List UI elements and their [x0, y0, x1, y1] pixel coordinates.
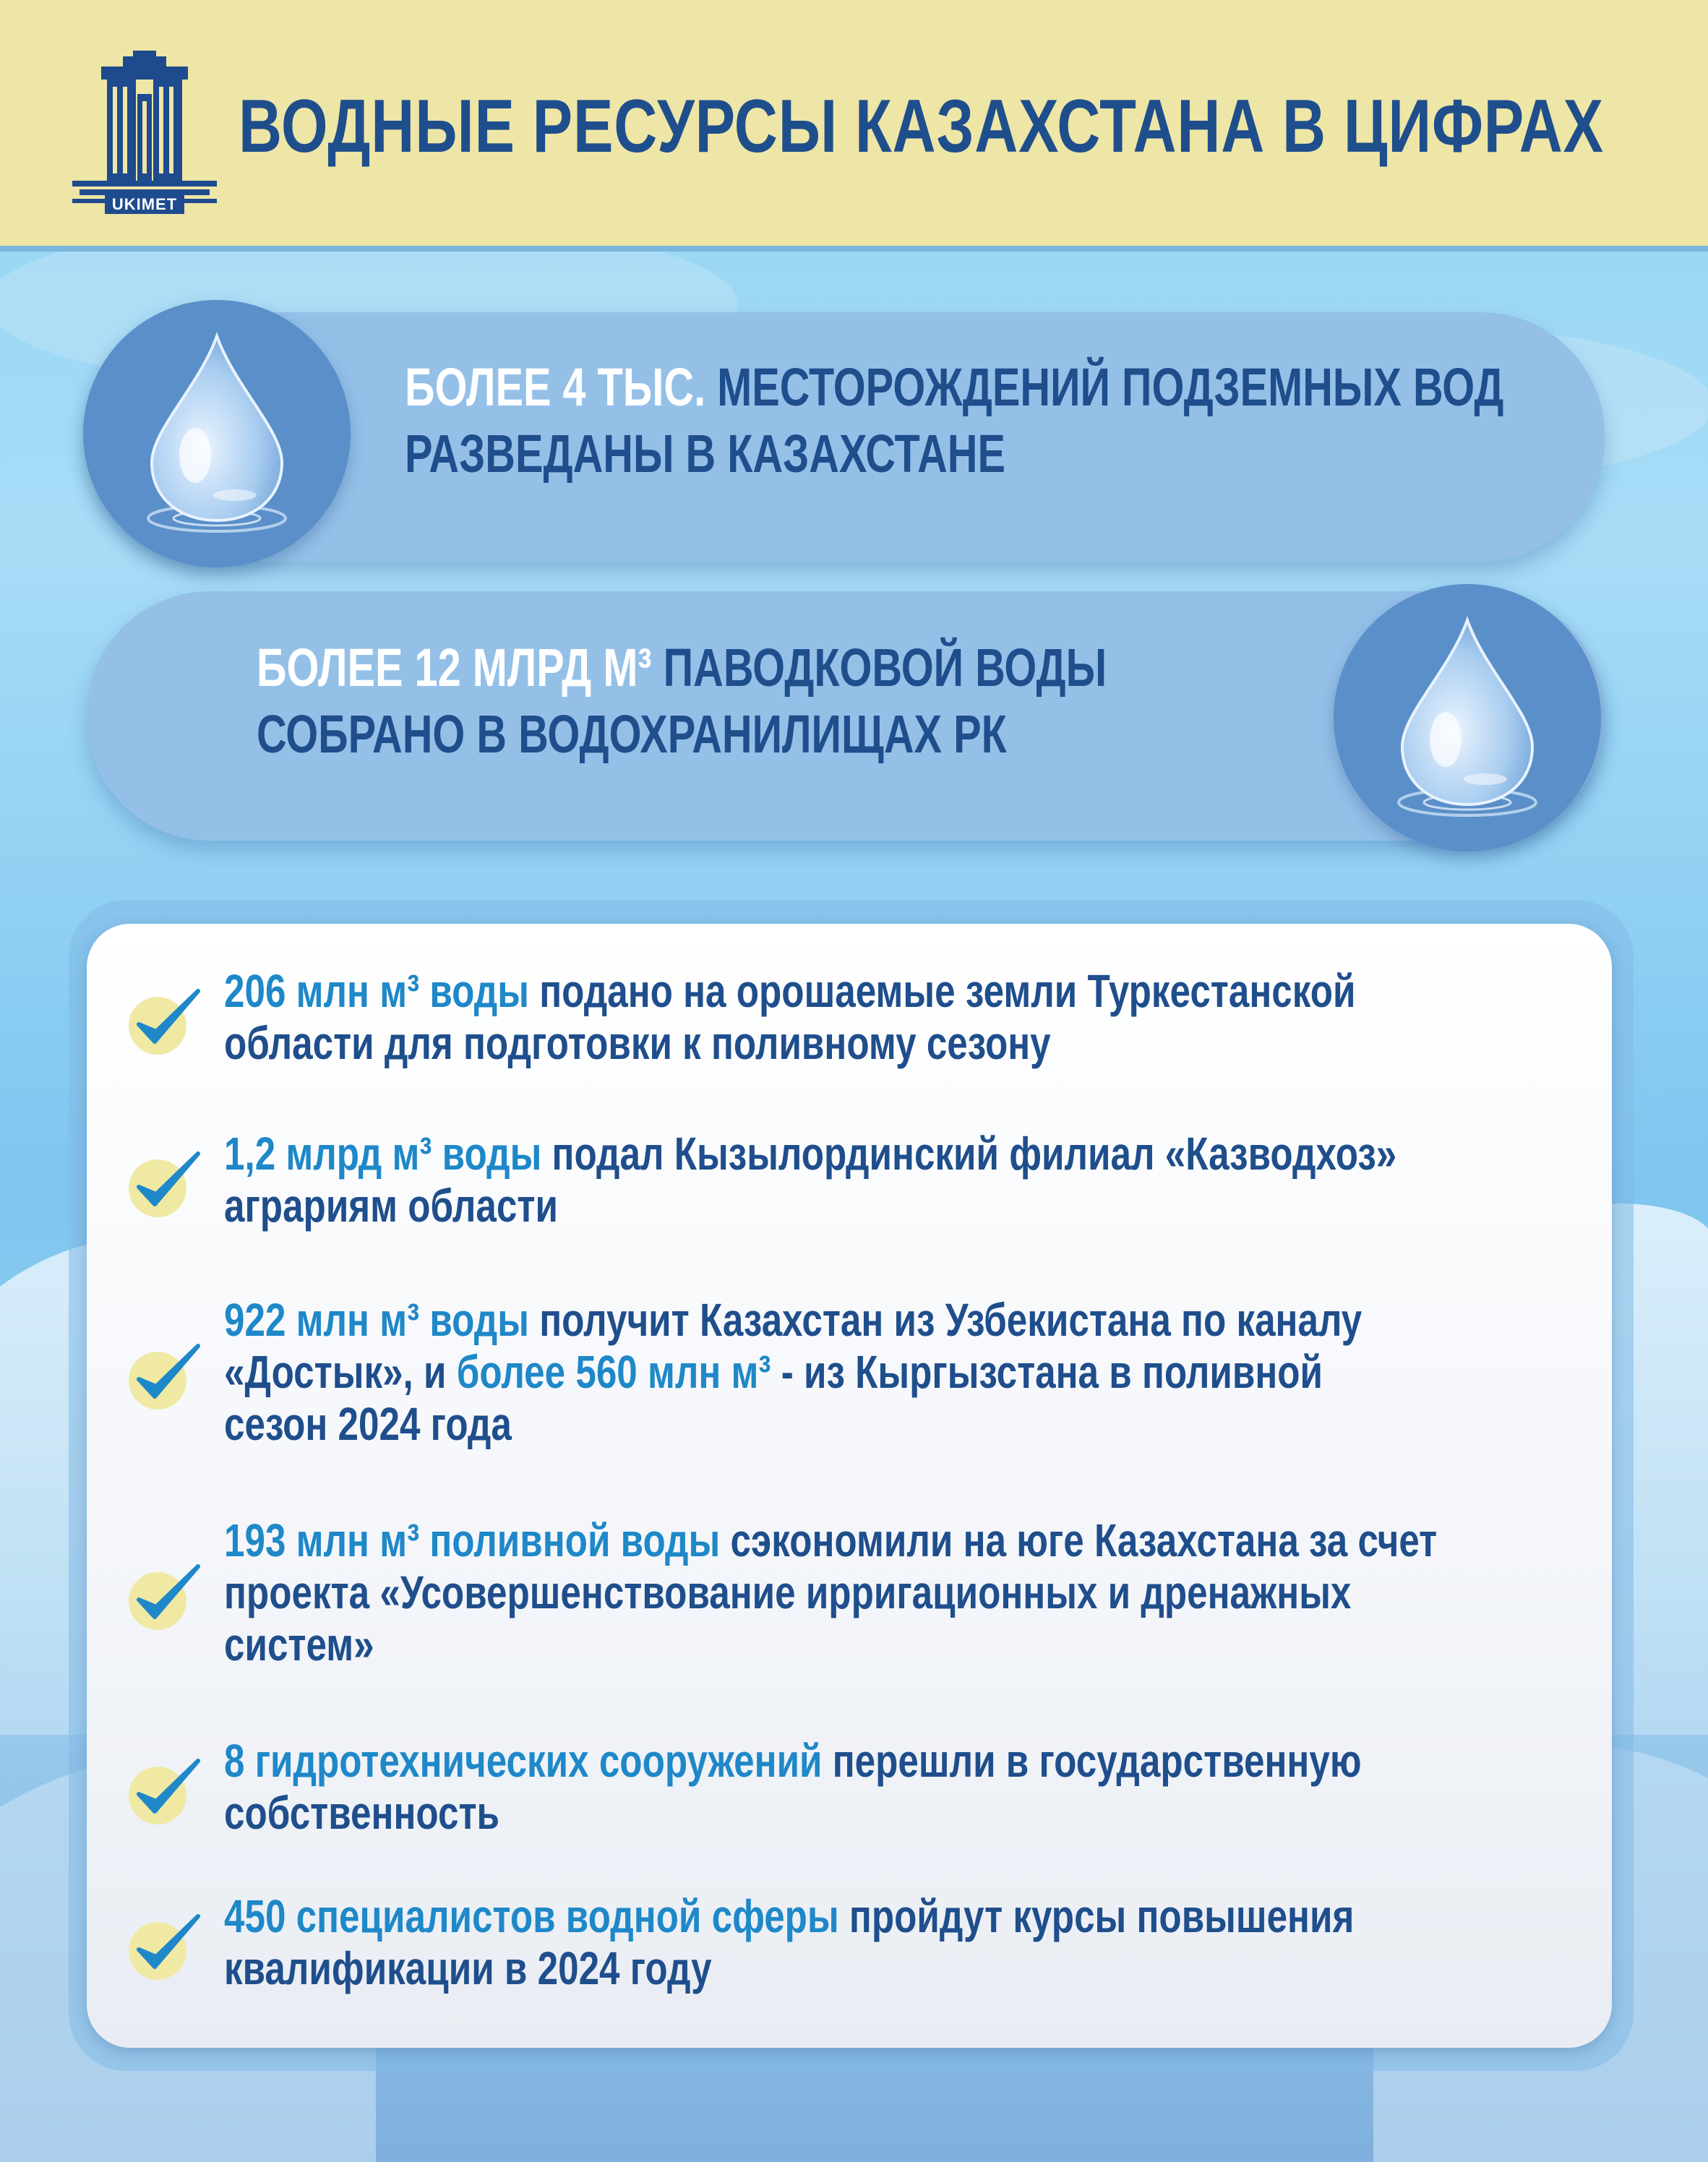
fact-item — [123, 965, 1590, 1069]
fact-line — [224, 1017, 1355, 1069]
fact-description: квалификации в 2024 году — [224, 1942, 712, 1994]
fact-description: - из Кыргызстана в поливной — [771, 1346, 1323, 1398]
fact-description: перешли в государственную — [822, 1735, 1362, 1787]
water-drop-icon — [126, 329, 307, 546]
fact-description: области для подготовки к поливному сезону — [224, 1017, 1051, 1069]
fact-description: «Достык», и — [224, 1346, 457, 1398]
fact-description: систем» — [224, 1618, 374, 1670]
fact-description: пройдут курсы повышения — [838, 1890, 1355, 1942]
checkmark-icon — [123, 1336, 210, 1415]
fact-line — [224, 1346, 1362, 1398]
highlight-line2: СОБРАНО В ВОДОХРАНИЛИЩАХ РК — [257, 704, 1007, 764]
fact-value: более 560 млн м³ — [456, 1346, 771, 1398]
highlight-value: БОЛЕЕ 4 ТЫС. — [405, 357, 706, 417]
facts-panel — [87, 924, 1612, 2048]
fact-item — [123, 1735, 1590, 1839]
fact-value: 206 млн м³ воды — [224, 965, 529, 1017]
fact-line — [224, 1890, 1354, 1942]
logo-text: UKIMET — [105, 195, 184, 214]
fact-description: аграриям области — [224, 1180, 558, 1232]
fact-line — [224, 1180, 1396, 1232]
highlight-value: БОЛЕЕ 12 МЛРД М³ — [257, 638, 652, 698]
drop-circle — [1334, 584, 1601, 851]
fact-item — [123, 1294, 1590, 1450]
fact-description: сэкономили на юге Казахстана за счет — [720, 1514, 1438, 1566]
fact-description: получит Казахстан из Узбекистана по каналу — [528, 1294, 1362, 1346]
fact-line — [224, 1942, 1354, 1994]
fact-description: проекта «Усовершенствование ирригационных и дренажных — [224, 1566, 1352, 1618]
fact-value: 922 млн м³ воды — [224, 1294, 529, 1346]
fact-description: подано на орошаемые земли Туркестанской — [528, 965, 1356, 1017]
page-title: ВОДНЫЕ РЕСУРСЫ КАЗАХСТАНА В ЦИФРАХ — [239, 85, 1604, 168]
highlight-text-floodwater — [257, 635, 1107, 768]
highlight-text-groundwater — [405, 354, 1503, 487]
header-banner — [0, 0, 1708, 252]
highlight-line2: РАЗВЕДАНЫ В КАЗАХСТАНЕ — [405, 424, 1006, 484]
fact-text — [224, 1890, 1354, 1994]
fact-item — [123, 1890, 1590, 1994]
fact-text — [224, 1735, 1362, 1839]
fact-text — [224, 965, 1355, 1069]
highlight-rest: МЕСТОРОЖДЕНИЙ ПОДЗЕМНЫХ ВОД — [705, 357, 1504, 417]
fact-item — [123, 1514, 1590, 1670]
checkmark-icon — [123, 1144, 210, 1223]
drop-circle — [83, 300, 351, 567]
fact-value: 193 млн м³ поливной воды — [224, 1514, 721, 1566]
highlight-rest: ПАВОДКОВОЙ ВОДЫ — [651, 638, 1107, 698]
fact-text — [224, 1514, 1437, 1670]
fact-description: сезон 2024 года — [224, 1398, 512, 1450]
fact-value: 450 специалистов водной сферы — [224, 1890, 839, 1942]
fact-line — [224, 965, 1355, 1017]
fact-description: собственность — [224, 1787, 499, 1839]
fact-item — [123, 1128, 1590, 1232]
checkmark-icon — [123, 981, 210, 1060]
fact-line — [224, 1514, 1437, 1566]
fact-line — [224, 1128, 1396, 1180]
water-drop-icon — [1377, 613, 1558, 830]
fact-text — [224, 1294, 1362, 1450]
fact-line — [224, 1618, 1437, 1670]
checkmark-icon — [123, 1751, 210, 1830]
fact-line — [224, 1566, 1437, 1618]
checkmark-icon — [123, 1556, 210, 1636]
fact-line — [224, 1398, 1362, 1450]
fact-line — [224, 1787, 1362, 1839]
fact-line — [224, 1294, 1362, 1346]
fact-value: 8 гидротехнических сооружений — [224, 1735, 823, 1787]
fact-line — [224, 1735, 1362, 1787]
fact-text — [224, 1128, 1396, 1232]
checkmark-icon — [123, 1906, 210, 1986]
fact-description: подал Кызылординский филиал «Казводхоз» — [541, 1128, 1397, 1180]
fact-value: 1,2 млрд м³ воды — [224, 1128, 542, 1180]
